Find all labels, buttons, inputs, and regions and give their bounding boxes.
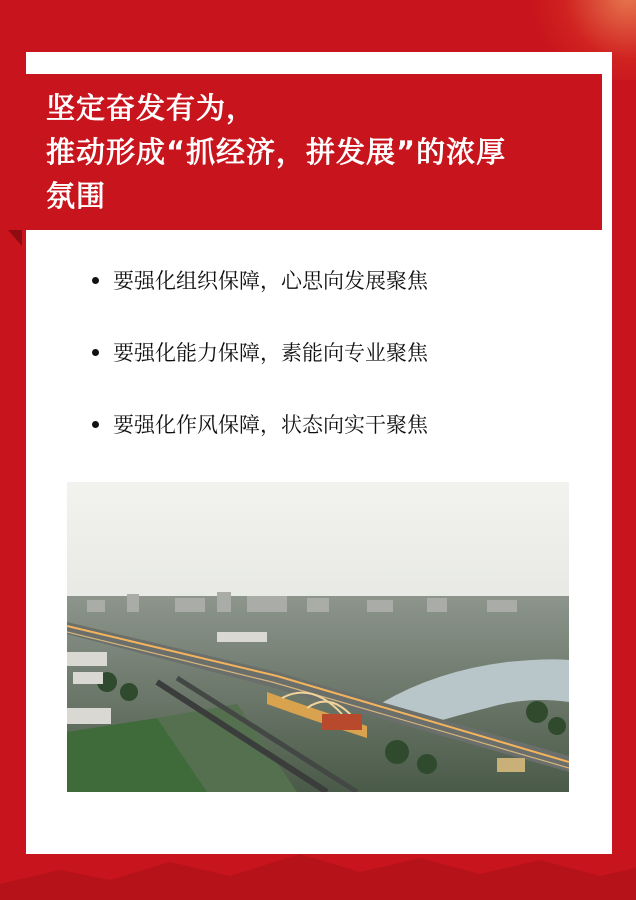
bullet-text: 要强化作风保障，状态向实干聚焦 — [113, 413, 428, 437]
bullet-text: 要强化能力保障，素能向专业聚焦 — [113, 341, 428, 365]
bullet-dot-icon — [92, 349, 99, 356]
title-line-2: 推动形成“抓经济，拼发展”的浓厚 — [46, 135, 507, 169]
title-line-1: 坚定奋发有为， — [46, 91, 257, 125]
bullet-dot-icon — [92, 277, 99, 284]
page-title — [46, 86, 586, 218]
banner-fold — [8, 230, 22, 246]
aerial-city-photo — [67, 482, 569, 792]
bullet-text: 要强化组织保障，心思向发展聚焦 — [113, 269, 428, 293]
list-item — [92, 406, 572, 442]
bullet-list — [92, 262, 572, 478]
bullet-dot-icon — [92, 421, 99, 428]
list-item — [92, 334, 572, 370]
title-line-3: 氛围 — [46, 179, 107, 213]
list-item — [92, 262, 572, 298]
